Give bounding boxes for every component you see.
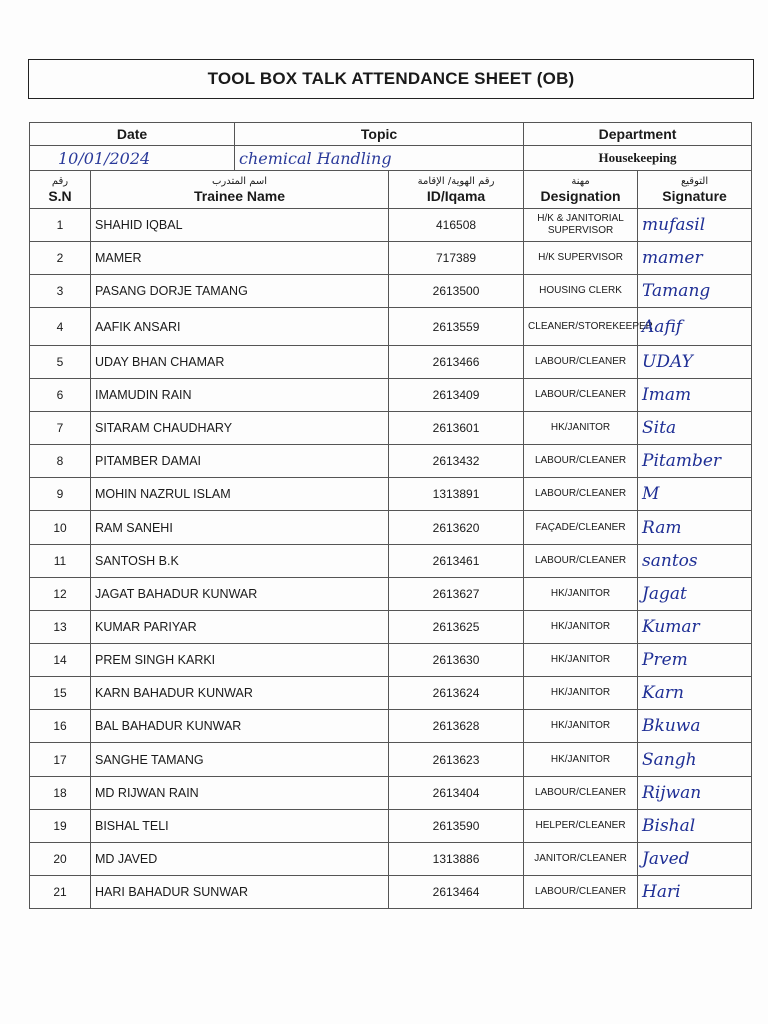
row-sn: 3 — [30, 275, 91, 308]
date-value: 10/01/2024 — [30, 146, 235, 171]
row-name: PASANG DORJE TAMANG — [91, 275, 389, 308]
row-id: 2613461 — [389, 545, 524, 578]
row-signature: Tamang — [638, 275, 752, 308]
col-name-en: Trainee Name — [193, 187, 286, 204]
row-signature: Aafif — [638, 308, 752, 346]
row-sn: 20 — [30, 843, 91, 876]
row-designation: H/K SUPERVISOR — [524, 242, 638, 275]
label-row — [30, 123, 752, 146]
row-id: 2613409 — [389, 379, 524, 412]
row-sn: 21 — [30, 876, 91, 909]
table-row — [30, 478, 752, 511]
row-sn: 4 — [30, 308, 91, 346]
row-name: BAL BAHADUR KUNWAR — [91, 710, 389, 743]
col-signature-ar: التوقيع — [680, 175, 709, 187]
col-designation — [524, 171, 638, 209]
row-sn: 18 — [30, 777, 91, 810]
row-designation: HK/JANITOR — [524, 644, 638, 677]
row-signature: UDAY — [638, 346, 752, 379]
col-signature-en: Signature — [662, 187, 727, 204]
col-signature — [638, 171, 752, 209]
table-row — [30, 876, 752, 909]
topic-label: Topic — [235, 123, 524, 146]
row-signature: Pitamber — [638, 445, 752, 478]
row-designation: LABOUR/CLEANER — [524, 777, 638, 810]
row-name: SHAHID IQBAL — [91, 209, 389, 242]
row-name: BISHAL TELI — [91, 810, 389, 843]
row-id: 2613630 — [389, 644, 524, 677]
row-designation: HOUSING CLERK — [524, 275, 638, 308]
row-signature: mufasil — [638, 209, 752, 242]
row-id: 2613559 — [389, 308, 524, 346]
row-signature: Imam — [638, 379, 752, 412]
table-row — [30, 810, 752, 843]
table-row — [30, 743, 752, 777]
row-id: 2613601 — [389, 412, 524, 445]
row-signature: Karn — [638, 677, 752, 710]
table-row — [30, 611, 752, 644]
row-signature: mamer — [638, 242, 752, 275]
col-sn-ar: رقم — [51, 175, 69, 187]
row-name: MOHIN NAZRUL ISLAM — [91, 478, 389, 511]
row-name: KARN BAHADUR KUNWAR — [91, 677, 389, 710]
row-name: RAM SANEHI — [91, 511, 389, 545]
row-designation: LABOUR/CLEANER — [524, 478, 638, 511]
table-row — [30, 677, 752, 710]
row-name: PREM SINGH KARKI — [91, 644, 389, 677]
row-id: 2613620 — [389, 511, 524, 545]
row-sn: 17 — [30, 743, 91, 777]
row-id: 2613628 — [389, 710, 524, 743]
row-designation: JANITOR/CLEANER — [524, 843, 638, 876]
row-designation: HK/JANITOR — [524, 412, 638, 445]
row-signature: Hari — [638, 876, 752, 909]
row-signature: Sangh — [638, 743, 752, 777]
table-row — [30, 545, 752, 578]
row-id: 2613627 — [389, 578, 524, 611]
row-signature: Sita — [638, 412, 752, 445]
row-designation: H/K & JANITORIAL SUPERVISOR — [524, 209, 638, 242]
row-sn: 19 — [30, 810, 91, 843]
row-designation: FAÇADE/CLEANER — [524, 511, 638, 545]
table-row — [30, 578, 752, 611]
col-id — [389, 171, 524, 209]
row-sn: 8 — [30, 445, 91, 478]
row-designation: HK/JANITOR — [524, 578, 638, 611]
row-name: MAMER — [91, 242, 389, 275]
row-sn: 2 — [30, 242, 91, 275]
row-id: 717389 — [389, 242, 524, 275]
row-sn: 1 — [30, 209, 91, 242]
row-name: SANTOSH B.K — [91, 545, 389, 578]
row-signature: Jagat — [638, 578, 752, 611]
row-signature: santos — [638, 545, 752, 578]
row-sn: 10 — [30, 511, 91, 545]
row-sn: 9 — [30, 478, 91, 511]
row-name: SANGHE TAMANG — [91, 743, 389, 777]
col-id-en: ID/Iqama — [426, 187, 486, 204]
col-sn-en: S.N — [48, 187, 72, 204]
table-row — [30, 346, 752, 379]
table-row — [30, 777, 752, 810]
table-row — [30, 445, 752, 478]
row-id: 2613590 — [389, 810, 524, 843]
row-signature: Rijwan — [638, 777, 752, 810]
row-designation: LABOUR/CLEANER — [524, 876, 638, 909]
sheet-title: TOOL BOX TALK ATTENDANCE SHEET (OB) — [28, 59, 754, 99]
department-value: Housekeeping — [524, 146, 752, 171]
col-sn — [30, 171, 91, 209]
row-signature: Bishal — [638, 810, 752, 843]
value-row — [30, 146, 752, 171]
row-id: 1313886 — [389, 843, 524, 876]
row-sn: 14 — [30, 644, 91, 677]
row-sn: 5 — [30, 346, 91, 379]
row-id: 1313891 — [389, 478, 524, 511]
table-row — [30, 644, 752, 677]
row-signature: Prem — [638, 644, 752, 677]
table-row — [30, 511, 752, 545]
row-name: MD RIJWAN RAIN — [91, 777, 389, 810]
row-sn: 12 — [30, 578, 91, 611]
row-name: UDAY BHAN CHAMAR — [91, 346, 389, 379]
row-sn: 6 — [30, 379, 91, 412]
row-id: 2613404 — [389, 777, 524, 810]
row-designation: HK/JANITOR — [524, 743, 638, 777]
row-id: 2613623 — [389, 743, 524, 777]
row-id: 2613625 — [389, 611, 524, 644]
row-designation: HK/JANITOR — [524, 611, 638, 644]
row-id: 2613464 — [389, 876, 524, 909]
row-designation: LABOUR/CLEANER — [524, 346, 638, 379]
row-sn: 13 — [30, 611, 91, 644]
row-signature: Ram — [638, 511, 752, 545]
row-id: 2613624 — [389, 677, 524, 710]
table-row — [30, 308, 752, 346]
col-id-ar: رقم الهوية/ الإقامة — [417, 175, 495, 187]
row-designation: LABOUR/CLEANER — [524, 445, 638, 478]
table-row — [30, 379, 752, 412]
row-id: 416508 — [389, 209, 524, 242]
row-signature: M — [638, 478, 752, 511]
row-id: 2613432 — [389, 445, 524, 478]
table-row — [30, 242, 752, 275]
department-label: Department — [524, 123, 752, 146]
topic-value: chemical Handling — [235, 146, 524, 171]
row-name: AAFIK ANSARI — [91, 308, 389, 346]
row-sn: 11 — [30, 545, 91, 578]
table-row — [30, 209, 752, 242]
attendance-table — [29, 122, 752, 909]
row-id: 2613466 — [389, 346, 524, 379]
table-row — [30, 412, 752, 445]
row-name: PITAMBER DAMAI — [91, 445, 389, 478]
col-designation-en: Designation — [540, 187, 621, 204]
row-name: MD JAVED — [91, 843, 389, 876]
col-name-ar: اسم المتدرب — [211, 175, 268, 187]
date-label: Date — [30, 123, 235, 146]
row-id: 2613500 — [389, 275, 524, 308]
row-sn: 7 — [30, 412, 91, 445]
row-designation: HK/JANITOR — [524, 677, 638, 710]
row-sn: 15 — [30, 677, 91, 710]
column-header-row — [30, 171, 752, 209]
row-sn: 16 — [30, 710, 91, 743]
row-name: IMAMUDIN RAIN — [91, 379, 389, 412]
table-row — [30, 275, 752, 308]
row-name: KUMAR PARIYAR — [91, 611, 389, 644]
table-row — [30, 710, 752, 743]
row-designation: HK/JANITOR — [524, 710, 638, 743]
row-name: HARI BAHADUR SUNWAR — [91, 876, 389, 909]
col-name — [91, 171, 389, 209]
row-signature: Bkuwa — [638, 710, 752, 743]
row-designation: HELPER/CLEANER — [524, 810, 638, 843]
row-name: SITARAM CHAUDHARY — [91, 412, 389, 445]
col-designation-ar: مهنة — [571, 175, 590, 187]
row-designation: CLEANER/STOREKEEPER — [524, 308, 638, 346]
row-designation: LABOUR/CLEANER — [524, 545, 638, 578]
row-signature: Kumar — [638, 611, 752, 644]
row-signature: Javed — [638, 843, 752, 876]
table-row — [30, 843, 752, 876]
row-name: JAGAT BAHADUR KUNWAR — [91, 578, 389, 611]
row-designation: LABOUR/CLEANER — [524, 379, 638, 412]
